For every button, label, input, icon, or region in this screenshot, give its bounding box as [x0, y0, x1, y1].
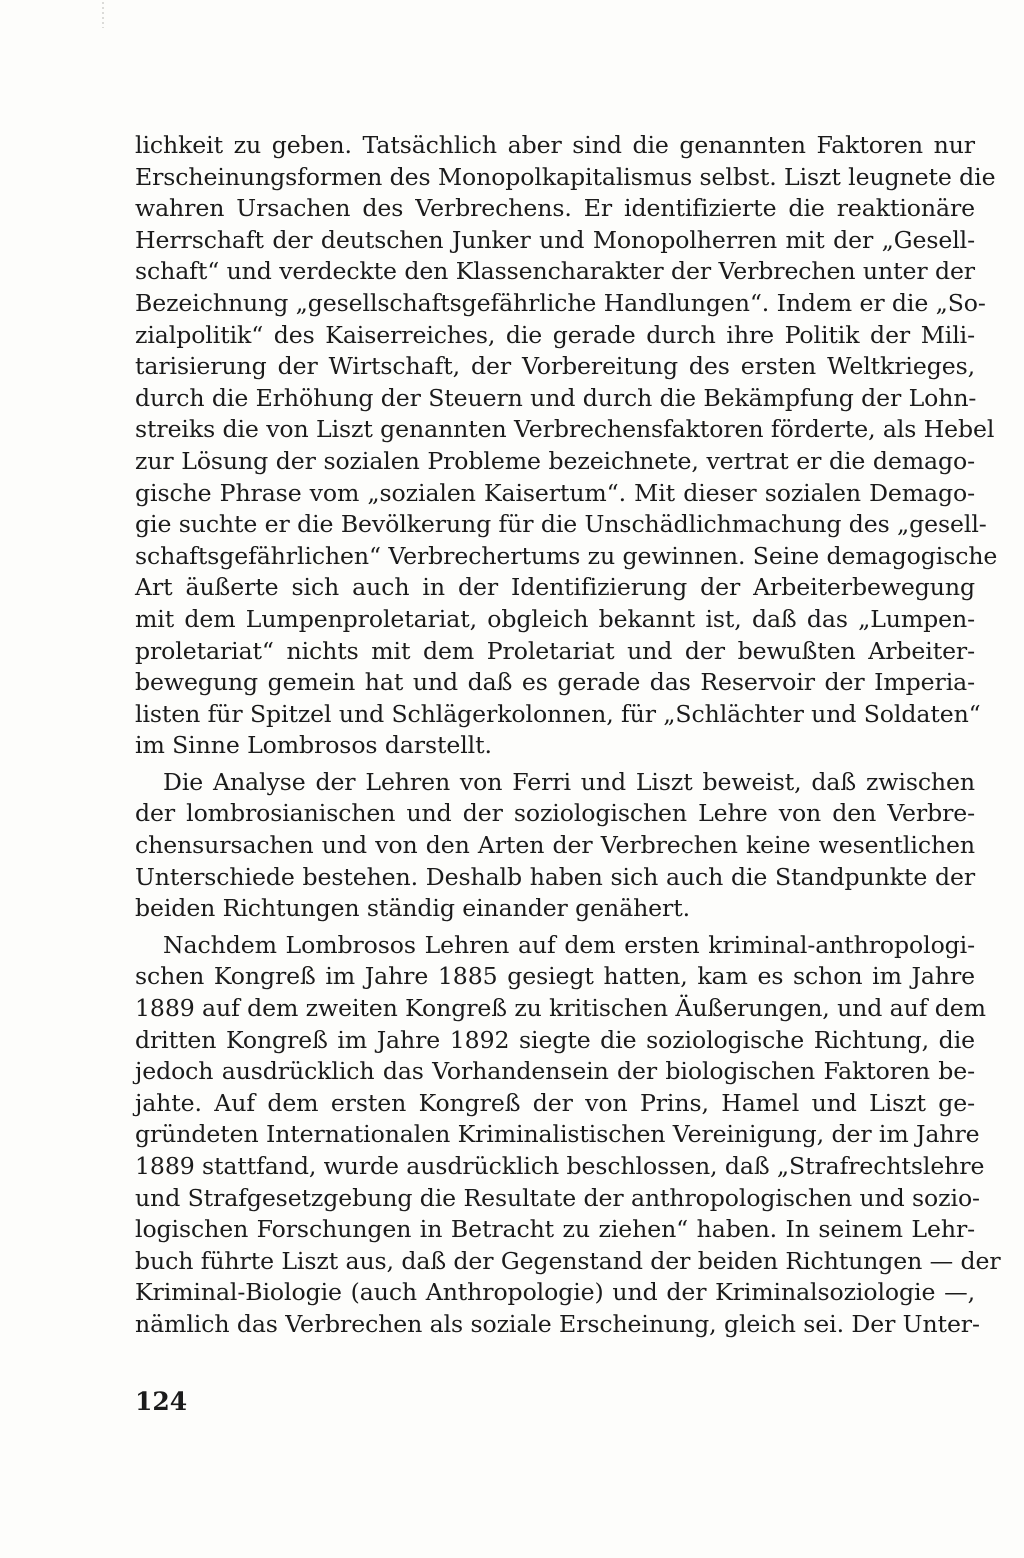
- text-line: im Sinne Lombrosos darstellt.: [135, 731, 492, 760]
- paragraph: [135, 130, 998, 762]
- text-line: Bezeichnung „gesellschaftsgefährliche Handlungen“. Indem er die „So-: [135, 288, 986, 317]
- text-line: lichkeit zu geben. Tatsächlich aber sind die genannten Faktoren nur: [135, 131, 975, 159]
- text-line: Herrschaft der deutschen Junker und Monopolherren mit der „Gesell-: [135, 225, 975, 254]
- text-line: beiden Richtungen ständig einander genähert.: [135, 894, 690, 923]
- paragraph: [135, 930, 1001, 1341]
- body-text: [135, 130, 1001, 1341]
- text-line: Unterschiede bestehen. Deshalb haben sich auch die Standpunkte der: [135, 862, 975, 891]
- text-line: schen Kongreß im Jahre 1885 gesiegt hatten, kam es schon im Jahre: [135, 962, 975, 991]
- text-line: gie suchte er die Bevölkerung für die Unschädlichmachung des „gesell-: [135, 510, 987, 539]
- text-line: Art äußerte sich auch in der Identifizierung der Arbeiterbewegung: [135, 573, 975, 602]
- text-line: proletariat“ nichts mit dem Proletariat und der bewußten Arbeiter-: [135, 636, 975, 665]
- text-line: gründeten Internationalen Kriminalistischen Vereinigung, der im Jahre: [135, 1120, 980, 1149]
- text-line: zur Lösung der sozialen Probleme bezeichnete, vertrat er die demago-: [135, 446, 975, 475]
- text-line: Nachdem Lombrosos Lehren auf dem ersten kriminal-anthropologi-: [163, 930, 975, 959]
- text-line: nämlich das Verbrechen als soziale Erscheinung, gleich sei. Der Unter-: [135, 1309, 980, 1338]
- text-line: chensursachen und von den Arten der Verbrechen keine wesentlichen: [135, 831, 975, 860]
- text-line: listen für Spitzel und Schlägerkolonnen, für „Schlächter und Soldaten“: [135, 699, 981, 728]
- text-line: logischen Forschungen in Betracht zu ziehen“ haben. In seinem Lehr-: [135, 1215, 975, 1244]
- text-line: jahte. Auf dem ersten Kongreß der von Prins, Hamel und Liszt ge-: [135, 1088, 975, 1117]
- paragraph: [135, 767, 975, 925]
- text-line: und Strafgesetzgebung die Resultate der anthropologischen und sozio-: [135, 1183, 980, 1212]
- text-line: jedoch ausdrücklich das Vorhandensein der biologischen Faktoren be-: [135, 1057, 975, 1086]
- text-line: wahren Ursachen des Verbrechens. Er identifizierte die reaktionäre: [135, 194, 975, 223]
- scan-edge-mark: [100, 0, 106, 30]
- text-line: der lombrosianischen und der soziologischen Lehre von den Verbre-: [135, 799, 975, 828]
- text-line: buch führte Liszt aus, daß der Gegenstand der beiden Richtungen — der: [135, 1246, 1001, 1275]
- text-line: bewegung gemein hat und daß es gerade das Reservoir der Imperia-: [135, 668, 975, 697]
- text-line: Erscheinungsformen des Monopolkapitalismus selbst. Liszt leugnete die: [135, 162, 996, 191]
- text-line: mit dem Lumpenproletariat, obgleich bekannt ist, daß das „Lumpen-: [135, 604, 975, 633]
- text-line: gische Phrase vom „sozialen Kaisertum“. Mit dieser sozialen Demago-: [135, 478, 975, 507]
- text-line: Kriminal-Biologie (auch Anthropologie) und der Kriminalsoziologie —,: [135, 1278, 975, 1307]
- text-line: streiks die von Liszt genannten Verbrechensfaktoren förderte, als Hebel: [135, 415, 995, 444]
- text-line: 1889 auf dem zweiten Kongreß zu kritischen Äußerungen, und auf dem: [135, 994, 986, 1023]
- text-line: Die Analyse der Lehren von Ferri und Liszt beweist, daß zwischen: [163, 767, 975, 796]
- text-line: durch die Erhöhung der Steuern und durch die Bekämpfung der Lohn-: [135, 383, 977, 412]
- page-number: 124: [135, 1387, 188, 1416]
- text-line: zialpolitik“ des Kaiserreiches, die gerade durch ihre Politik der Mili-: [135, 320, 975, 349]
- text-line: 1889 stattfand, wurde ausdrücklich beschlossen, daß „Strafrechtslehre: [135, 1152, 985, 1180]
- text-line: dritten Kongreß im Jahre 1892 siegte die soziologische Richtung, die: [135, 1025, 975, 1054]
- text-line: tarisierung der Wirtschaft, der Vorbereitung des ersten Weltkrieges,: [135, 352, 975, 381]
- text-line: schaft“ und verdeckte den Klassencharakter der Verbrechen unter der: [135, 257, 975, 286]
- text-line: schaftsgefährlichen“ Verbrechertums zu gewinnen. Seine demagogische: [135, 541, 998, 570]
